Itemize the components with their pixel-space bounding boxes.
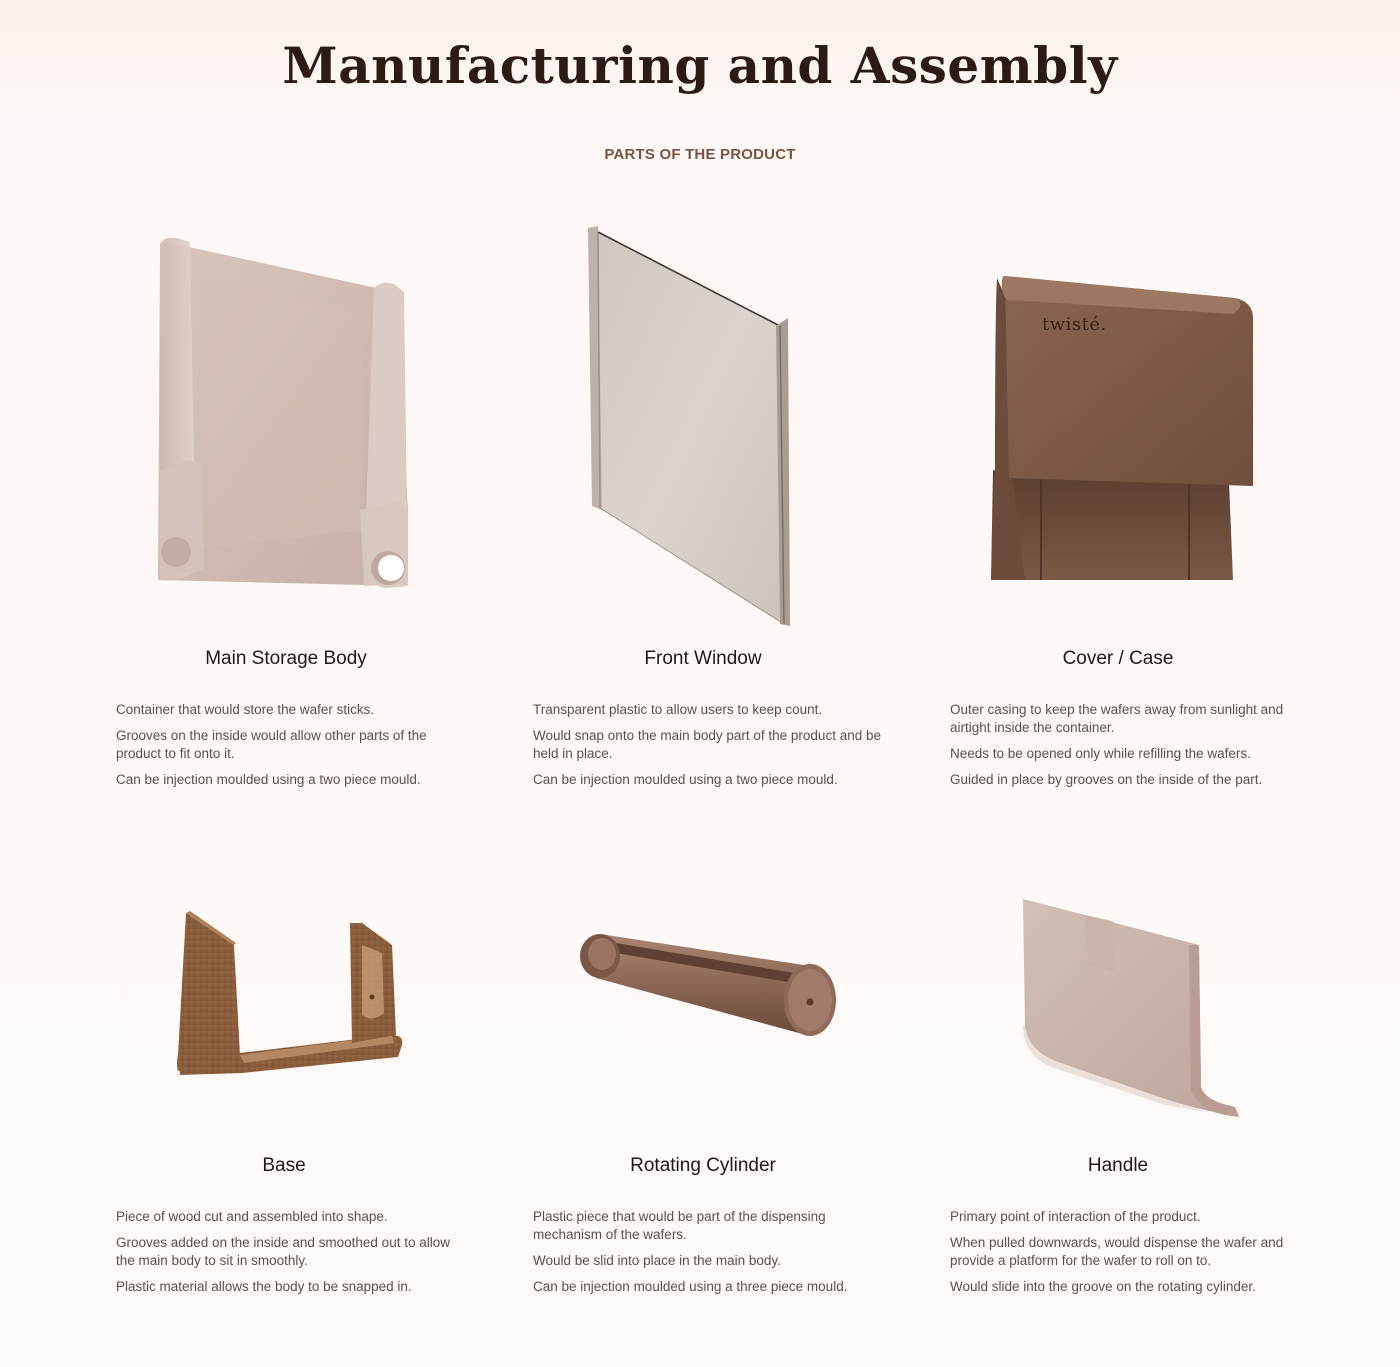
description-line: Outer casing to keep the wafers away from sunlight and airtight inside the container. — [950, 702, 1284, 735]
description-line: Would slide into the groove on the rotating cylinder. — [950, 1279, 1256, 1294]
page-title: Manufacturing and Assembly — [282, 36, 1118, 95]
base-illustration — [172, 905, 412, 1085]
front-window-illustration — [580, 222, 800, 632]
description-line: Can be injection moulded using a three piece mould. — [533, 1279, 848, 1294]
brand-logo: twisté. — [1042, 314, 1107, 335]
description-line: Container that would store the wafer sticks. — [116, 702, 375, 717]
description-line: When pulled downwards, would dispense the wafer and provide a platform for the wafer to roll on to. — [950, 1235, 1284, 1268]
part-name-cover-case: Cover / Case — [1062, 648, 1174, 669]
description-base — [116, 1208, 466, 1304]
description-line: Plastic material allows the body to be snapped in. — [116, 1279, 412, 1294]
description-line: Grooves added on the inside and smoothed out to allow the main body to sit in smoothly. — [116, 1235, 450, 1268]
description-handle — [950, 1208, 1300, 1304]
description-front-window — [533, 701, 883, 797]
description-line: Piece of wood cut and assembled into shape. — [116, 1209, 388, 1224]
description-line: Plastic piece that would be part of the dispensing mechanism of the wafers. — [533, 1209, 826, 1242]
part-name-handle: Handle — [1087, 1155, 1149, 1176]
description-line: Would snap onto the main body part of the product and be held in place. — [533, 728, 881, 761]
cover-case-illustration — [985, 270, 1265, 585]
description-rotating-cylinder — [533, 1208, 883, 1304]
rotating-cylinder-illustration — [570, 922, 850, 1047]
description-line: Can be injection moulded using a two piece mould. — [116, 772, 421, 787]
description-line: Needs to be opened only while refilling the wafers. — [950, 746, 1251, 761]
description-line: Transparent plastic to allow users to keep count. — [533, 702, 823, 717]
handle-illustration — [1015, 895, 1250, 1125]
description-line: Can be injection moulded using a two piece mould. — [533, 772, 838, 787]
description-line: Primary point of interaction of the product. — [950, 1209, 1201, 1224]
description-line: Guided in place by grooves on the inside of the part. — [950, 772, 1263, 787]
part-name-rotating-cylinder: Rotating Cylinder — [630, 1155, 776, 1176]
part-name-base: Base — [262, 1155, 306, 1176]
part-name-main-storage-body: Main Storage Body — [205, 648, 367, 669]
description-main-storage-body — [116, 701, 466, 797]
description-cover-case — [950, 701, 1300, 797]
main-storage-body-illustration — [150, 230, 420, 600]
part-name-front-window: Front Window — [644, 648, 762, 669]
description-line: Grooves on the inside would allow other parts of the product to fit onto it. — [116, 728, 427, 761]
description-line: Would be slid into place in the main body. — [533, 1253, 781, 1268]
section-subtitle: PARTS OF THE PRODUCT — [604, 146, 796, 163]
